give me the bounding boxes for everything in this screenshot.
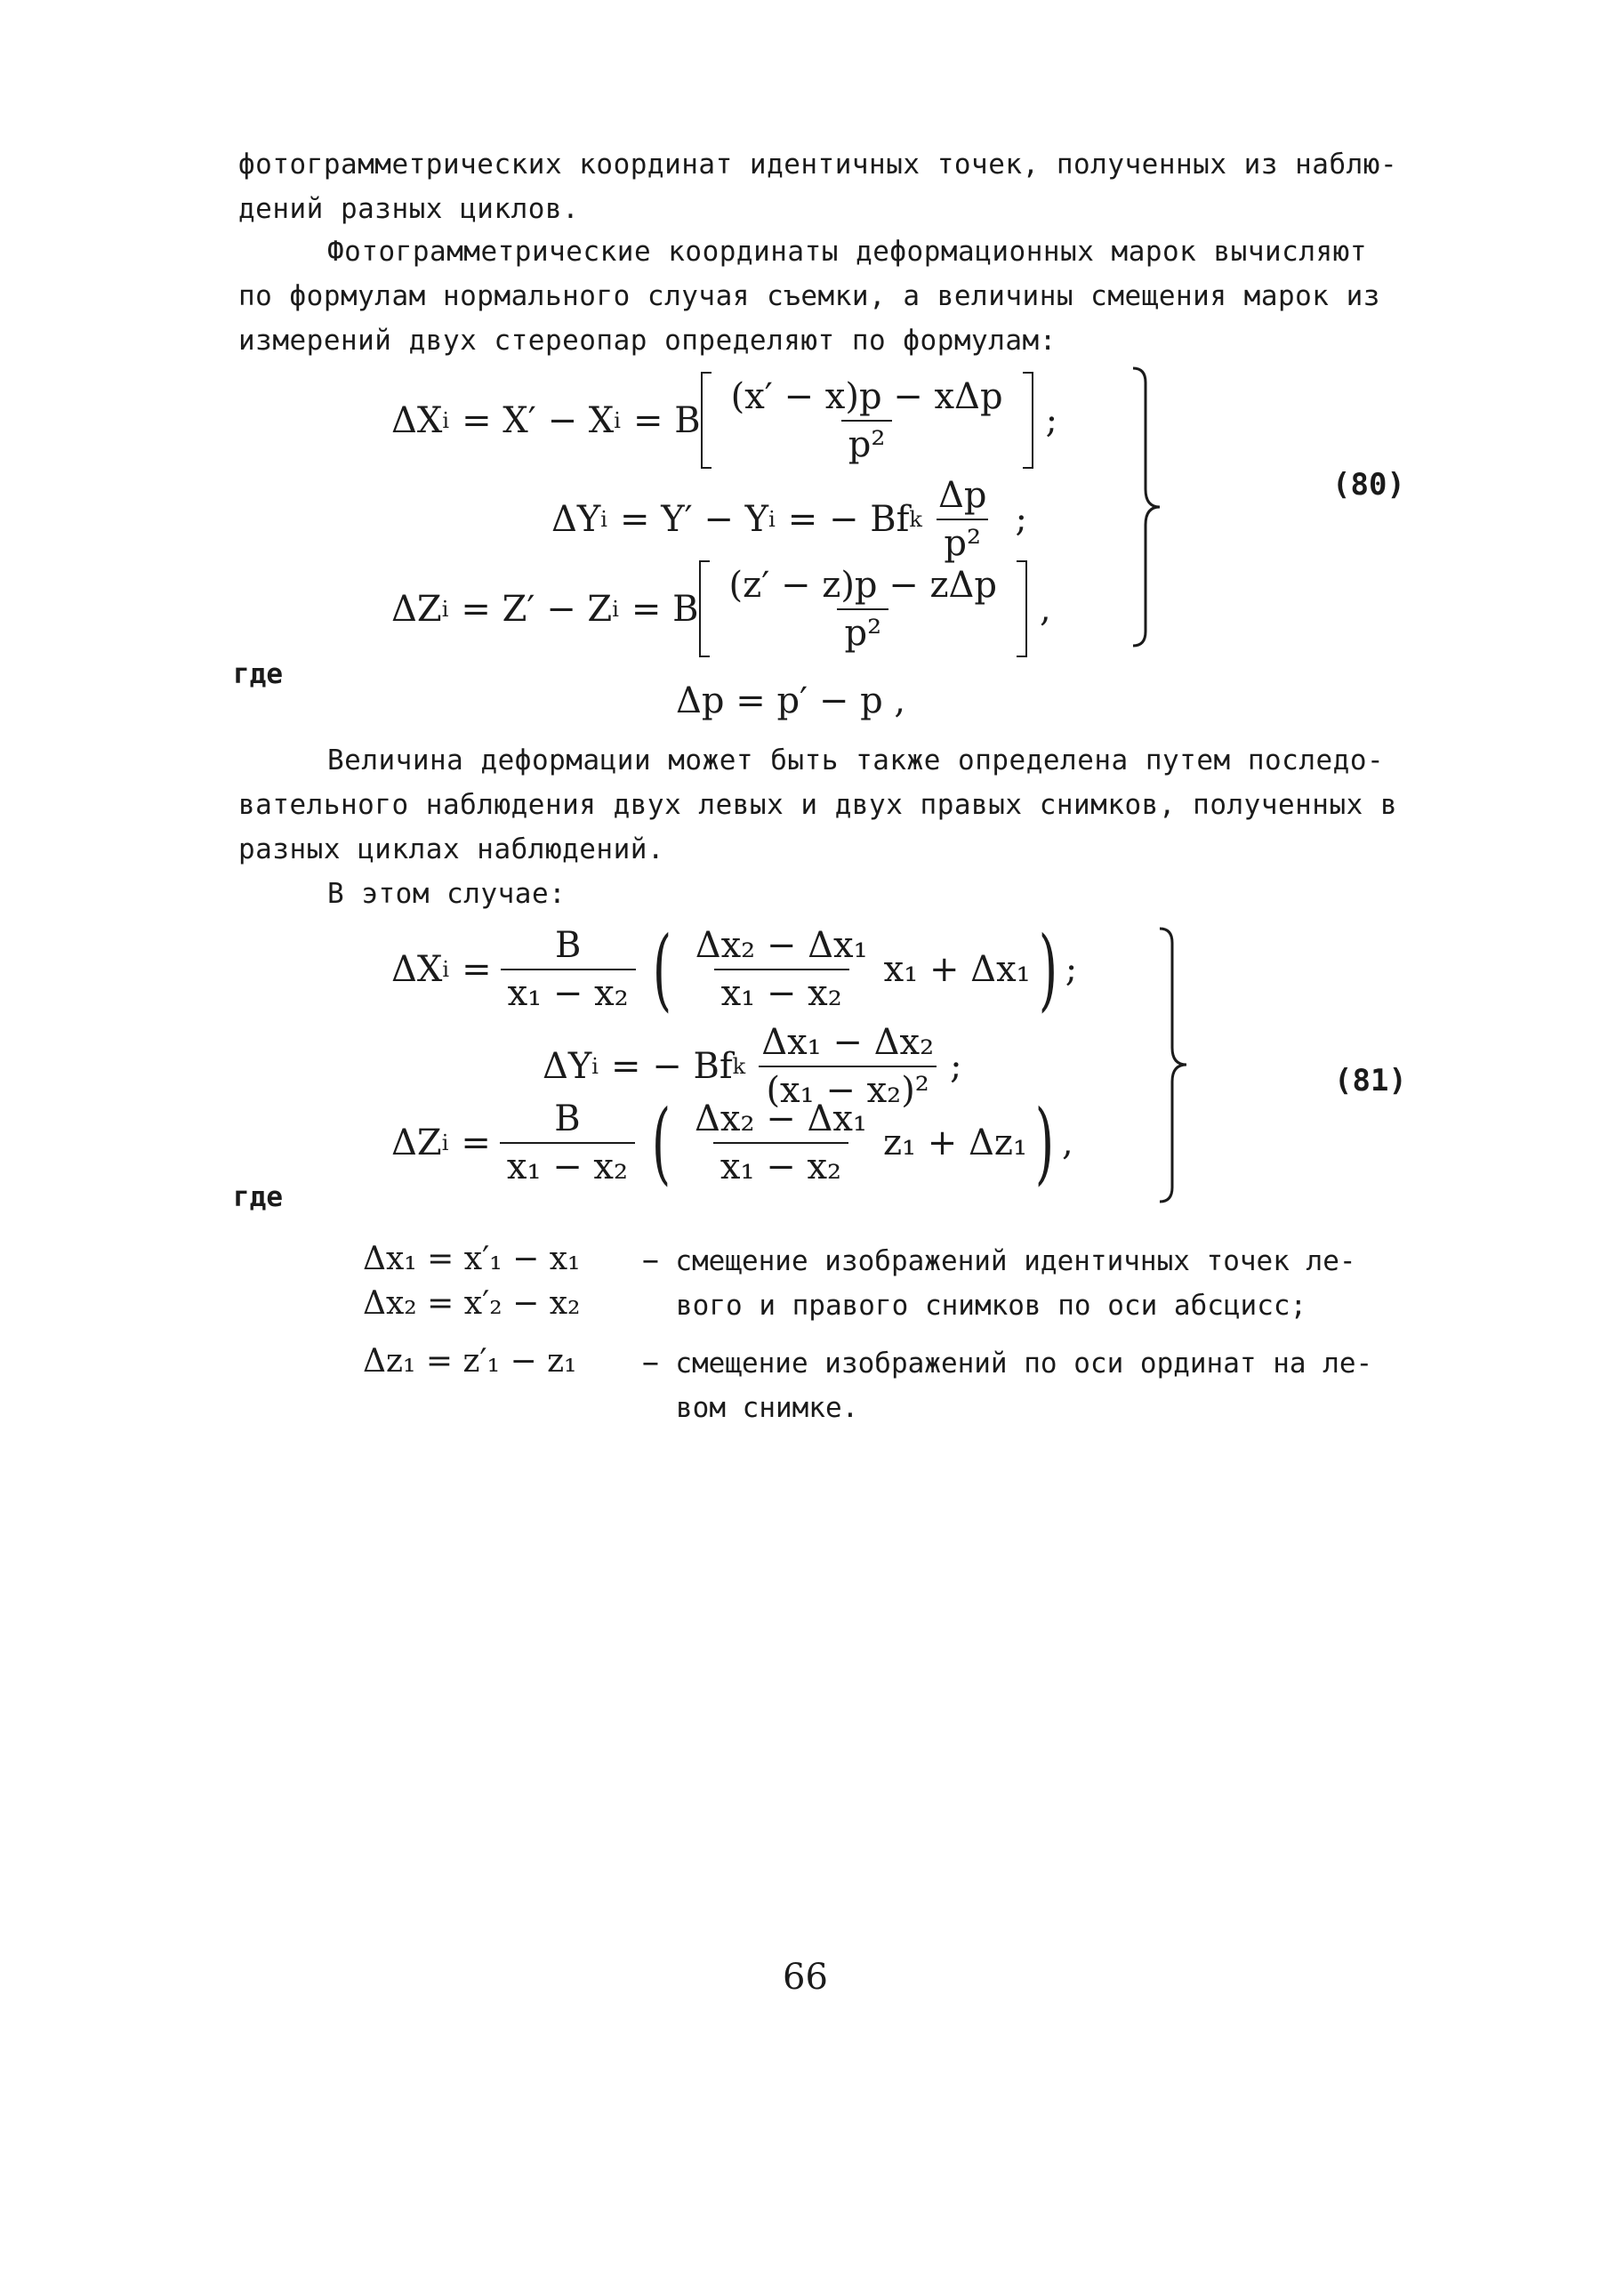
formula-81-brace [1156, 925, 1192, 1205]
eq80-dy-coef: = − Bf [787, 499, 910, 540]
paragraph-1 [238, 142, 1457, 231]
eq80-dx-lhs: ΔX [391, 399, 443, 441]
def-symbol-dx1: Δx₁ = x′₁ − x₁ [363, 1241, 581, 1277]
eq80-dy-fraction [931, 476, 994, 563]
eq80-dx-denominator: p² [841, 420, 893, 464]
page-number: 66 [783, 1957, 828, 1998]
eq80-dz-lhs: ΔZ [391, 588, 442, 630]
def-text-2a: − смещение изображений по оси ординат на ле- [642, 1348, 1373, 1380]
para1-line2: дений разных циклов. [238, 193, 580, 225]
def-text-2b: вом снимке. [676, 1392, 859, 1424]
def-text-1b: вого и правого снимков по оси абсцисс; [676, 1290, 1307, 1322]
para2-line3: измерений двух стереопар определяют по формулам: [238, 325, 1057, 357]
eq80-dz-denominator: p² [837, 608, 888, 653]
eq81-dy-lhs: ΔY [543, 1046, 592, 1087]
formula-80-brace [1130, 365, 1165, 649]
eq81-dz-lhs: ΔZ [391, 1122, 442, 1163]
eq80-dz-mid: = Z′ − Z [461, 588, 613, 630]
formula-81-dy: ΔY i = − Bf k $\frac{\text{Δx₁ − Δx₂}}{\text{(x₁ − x₂)²}}$ ; [543, 1022, 962, 1111]
para3-line2: вательного наблюдения двух левых и двух правых снимков, полученных в [238, 789, 1398, 821]
eq81-dx-inner-den: x₁ − x₂ [714, 969, 849, 1013]
eq80-dx-mid: = X′ − X [462, 399, 615, 441]
formula-80-dy: ΔY i = Y′ − Y i = − Bf k $\frac{\Delta p}{\text{p²}}$ ; [551, 475, 1027, 564]
eq81-dz-inner-den: x₁ − x₂ [713, 1142, 848, 1187]
def-symbol-dx2: Δx₂ = x′₂ − x₂ [363, 1285, 581, 1322]
eq81-dx-tail: x₁ + Δx₁ [883, 949, 1031, 990]
para2-line2: по формулам нормального случая съемки, а величины смещения марок из [238, 280, 1380, 312]
eq81-dy-numerator: Δx₁ − Δx₂ [761, 1022, 935, 1063]
eq80-dx-coef: = B [632, 399, 701, 441]
para3-line3: разных циклах наблюдений. [238, 833, 665, 865]
eq81-dz-inner-num: Δx₂ − Δx₁ [695, 1098, 867, 1139]
eq81-number: (81) [1334, 1063, 1407, 1098]
eq81-dy-coef: = − Bf [610, 1046, 733, 1087]
eq81-dx-coef-num: B [554, 925, 582, 966]
eq81-dy-fraction [754, 1023, 941, 1110]
eq80-dz-fraction [722, 566, 1005, 653]
eq80-dy-mid: = Y′ − Y [619, 499, 769, 540]
eq81-dx-inner-fraction [688, 926, 875, 1013]
def-text-1a: − смещение изображений идентичных точек ле- [642, 1245, 1356, 1277]
paragraph-2 [238, 229, 1457, 363]
eq80-dy-numerator: Δp [937, 475, 987, 516]
eq81-dz-coef-den: x₁ − x₂ [500, 1142, 635, 1187]
para2-line1: Фотограмметрические координаты деформационных марок вычисляют [327, 236, 1367, 268]
eq81-dz-tail: z₁ + Δz₁ [882, 1122, 1028, 1163]
paragraph-3 [238, 738, 1457, 872]
para3-line1: Величина деформации может быть также определена путем последо- [327, 744, 1385, 776]
formula-81-dz: ΔZ i = $\frac{B}{\text{x₁ − x₂}}$ ( $\frac{\text{Δx₂ − Δx₁}}{\text{x₁ − x₂}}$ z₁ + Δz₁ ) , [391, 1090, 1073, 1195]
formula-80-dz: ΔZ i = Z′ − Z i = B $\frac{\text{(z′ − z)p − zΔp}}{\text{p²}}$ , [391, 560, 1051, 657]
eq81-dx-coef-den: x₁ − x₂ [501, 969, 636, 1013]
eq80-dx-numerator: (x′ − x)p − xΔp [730, 375, 1003, 417]
formula-80-dx: ΔX i = X′ − X i = B $\frac{\text{(x′ − x)p − xΔp}}{\text{p²}}$ ; [391, 372, 1057, 469]
eq81-dy-denominator: (x₁ − x₂)² [759, 1066, 936, 1110]
eq81-dx-lhs: ΔX [391, 949, 443, 990]
para4-line: В этом случае: [327, 878, 567, 910]
eq80-dx-fraction [724, 377, 1010, 464]
formula-81-dx: ΔX i = $\frac{B}{\text{x₁ − x₂}}$ ( $\frac{\text{Δx₂ − Δx₁}}{\text{x₁ − x₂}}$ x₁ + Δx₁ ) ; [391, 917, 1078, 1021]
eq81-dz-coef-fraction [500, 1099, 635, 1187]
eq81-dz-coef-num: B [554, 1098, 581, 1139]
eq80-dy-denominator: p² [937, 519, 988, 563]
where-label-2: где [233, 1181, 283, 1213]
eq81-dz-inner-fraction [687, 1099, 874, 1187]
para1-line1: фотограмметрических координат идентичных точек, полученных из наблю- [238, 149, 1398, 181]
def-symbol-dz1: Δz₁ = z′₁ − z₁ [363, 1343, 577, 1380]
paragraph-4 [238, 872, 1457, 916]
eq81-dx-inner-num: Δx₂ − Δx₁ [695, 925, 868, 966]
eq80-dy-lhs: ΔY [551, 499, 601, 540]
eq80-dz-coef: = B [631, 588, 699, 630]
eq81-dx-coef-fraction [501, 926, 636, 1013]
formula-dp-definition: Δp = p′ − p , [676, 680, 906, 721]
eq80-dz-numerator: (z′ − z)p − zΔp [728, 564, 998, 606]
where-label-1: где [233, 658, 283, 690]
eq80-number: (80) [1332, 467, 1405, 503]
